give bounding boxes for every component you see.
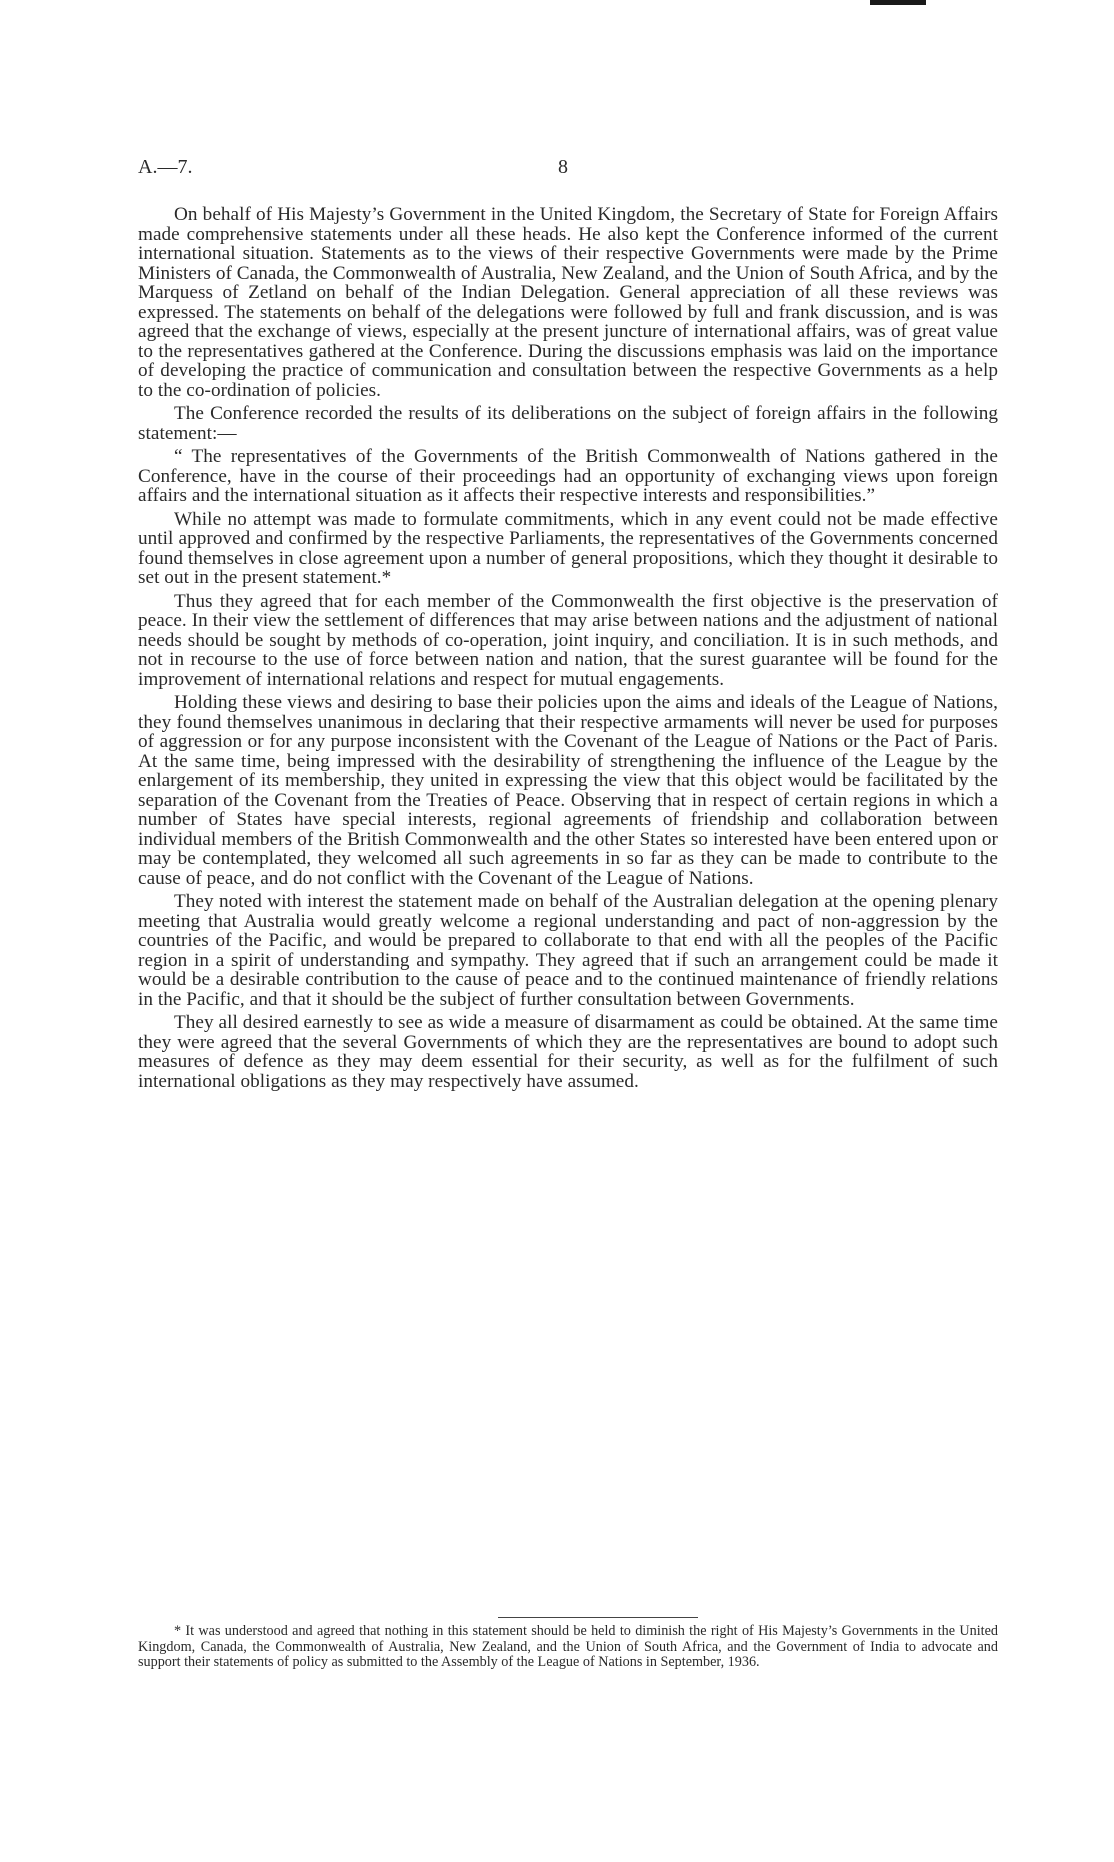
- page-reference: A.—7.: [138, 156, 193, 178]
- paragraph: While no attempt was made to formulate commitments, which in any event could not be made effective until approved and confirmed by the respective Parliaments, the representatives of the Governments concerned found themselves in close agreement upon a number of general propositions, which they thought it desirable to set out in the present statement.*: [138, 508, 998, 588]
- page-header: [138, 156, 998, 186]
- quoted-statement: “ The representatives of the Governments of the British Commonwealth of Nations gathered in the Conference, have in the course of their proceedings had an opportunity of exchanging views upon foreign affairs and the international situation as it affects their respective interests and responsibilities.”: [138, 446, 998, 506]
- top-edge-mark: [870, 0, 926, 5]
- page-number: 8: [558, 156, 568, 178]
- footnote-divider: [498, 1617, 698, 1618]
- paragraph: They all desired earnestly to see as wide a measure of disarmament as could be obtained. At the same time they were agreed that the several Governments of which they are the representatives are bound to adopt such measures of defence as they may deem essential for their security, as well as for the fulfilment of such international obligations as they may respectively have assumed.: [138, 1012, 998, 1092]
- footnote: * It was understood and agreed that nothing in this statement should be held to diminish the right of His Majesty’s Governments in the United Kingdom, Canada, the Commonwealth of Australia, New Zealand, and the Union of South Africa, and the Government of India to advocate and support their statements of policy as submitted to the Assembly of the League of Nations in September, 1936.: [138, 1623, 998, 1670]
- paragraph: The Conference recorded the results of its deliberations on the subject of foreign affairs in the following statement:—: [138, 403, 998, 444]
- paragraph: On behalf of His Majesty’s Government in the United Kingdom, the Secretary of State for Foreign Affairs made comprehensive statements under all these heads. He also kept the Conference informed of the current international situation. Statements as to the views of their respective Governments were made by the Prime Ministers of Canada, the Commonwealth of Australia, New Zealand, and the Union of South Africa, and by the Marquess of Zetland on behalf of the Indian Delegation. General appreciation of all these reviews was expressed. The statements on behalf of the delegations were followed by full and frank discussion, and is was agreed that the exchange of views, especially at the present juncture of international affairs, was of great value to the representatives gathered at the Conference. During the discussions emphasis was laid on the importance of developing the practice of communication and consultation between the respective Governments as a help to the co-ordination of policies.: [138, 204, 998, 401]
- paragraph: They noted with interest the statement made on behalf of the Australian delegation at the opening plenary meeting that Australia would greatly welcome a regional understanding and pact of non-aggression by the countries of the Pacific, and would be prepared to collaborate to that end with all the peoples of the Pacific region in a spirit of understanding and sympathy. They agreed that if such an arrangement could be made it would be a desirable contribution to the cause of peace and to the continued maintenance of friendly relations in the Pacific, and that it should be the subject of further consultation between Governments.: [138, 891, 998, 1010]
- paragraph: Thus they agreed that for each member of the Commonwealth the first objective is the preservation of peace. In their view the settlement of differences that may arise between nations and the adjustment of national needs should be sought by methods of co-operation, joint inquiry, and conciliation. It is in such methods, and not in recourse to the use of force between nation and nation, that the surest guarantee will be found for the improvement of international relations and respect for mutual engagements.: [138, 590, 998, 690]
- paragraph: Holding these views and desiring to base their policies upon the aims and ideals of the League of Nations, they found themselves unanimous in declaring that their respective armaments will never be used for purposes of aggression or for any purpose inconsistent with the Covenant of the League of Nations or the Pact of Paris. At the same time, being impressed with the desirability of strengthening the influence of the League by the enlargement of its membership, they united in expressing the view that this object would be facilitated by the separation of the Covenant from the Treaties of Peace. Observing that in respect of certain regions in which a number of States have special interests, regional agreements of friendship and collaboration between individual members of the British Commonwealth and the other States so interested have been entered upon or may be contemplated, they welcomed all such agreements in so far as they can be made to contribute to the cause of peace, and do not conflict with the Covenant of the League of Nations.: [138, 692, 998, 889]
- body-text: [138, 205, 998, 1095]
